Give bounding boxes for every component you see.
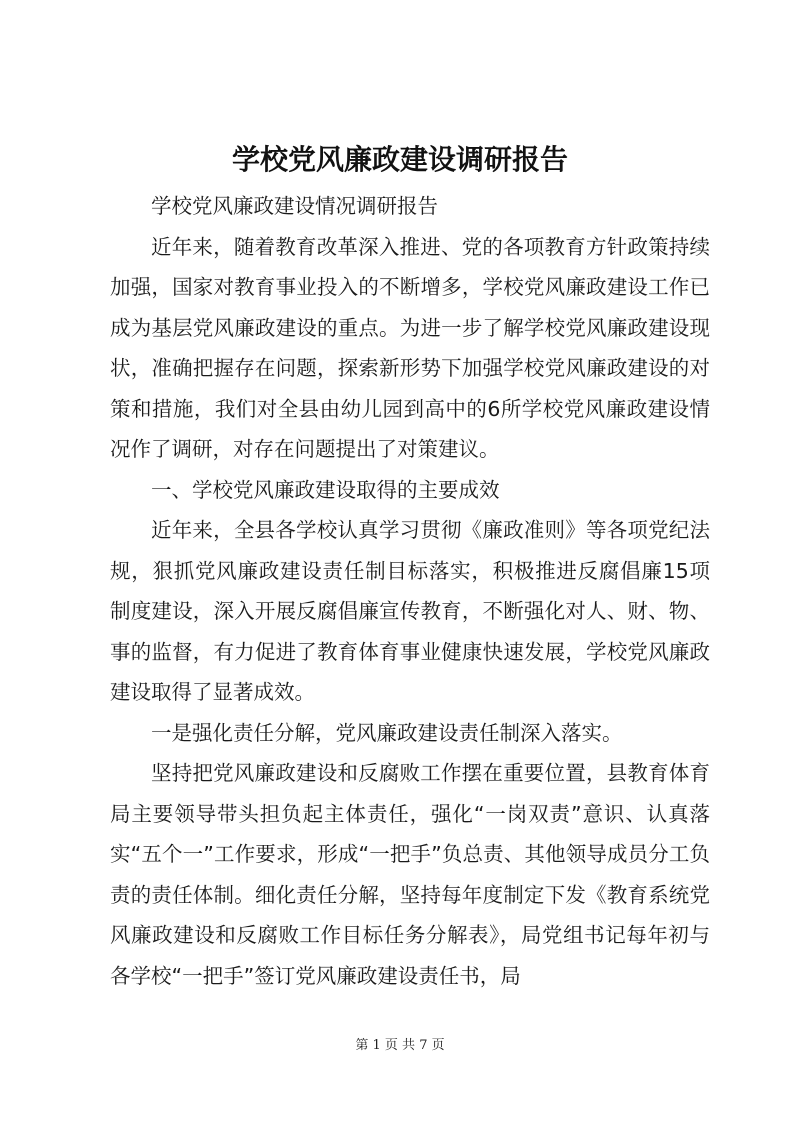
section-heading-1: 一、学校党风廉政建设取得的主要成效 xyxy=(151,477,500,502)
paragraph-responsibility: 坚持把党风廉政建设和反腐败工作摆在重要位置，县教育体育局主要领导带头担负起主体责任，强化“一岗双责”意识、认真落实“五个一”工作要求，形成“一把手”负总责、其他领导成员分工负责的责任体制。细化责任分解，坚持每年度制定下发《教育系统党风廉政建设和反腐败工作目标任务分解表》，局党组书记每年初与各学校“一把手”签订党风廉政建设责任书，局 xyxy=(110,761,710,988)
paragraph-point-1: 一是强化责任分解，党风廉政建设责任制深入落实。 xyxy=(151,720,623,745)
paragraph-achievements: 近年来，全县各学校认真学习贯彻《廉政准则》等各项党纪法规，狠抓党风廉政建设责任制目标落实，积极推进反腐倡廉15项制度建设，深入开展反腐倡廉宣传教育，不断强化对人、财、物、事的监督，有力促进了教育体育事业健康快速发展，学校党风廉政建设取得了显著成效。 xyxy=(110,518,710,704)
page-footer: 第 1 页 共 7 页 xyxy=(355,1038,445,1053)
document-body xyxy=(110,186,710,996)
document-title: 学校党风廉政建设调研报告 xyxy=(231,143,568,176)
paragraph-subtitle: 学校党风廉政建设情况调研报告 xyxy=(151,194,438,218)
paragraph-intro: 近年来，随着教育改革深入推进、党的各项教育方针政策持续加强，国家对教育事业投入的不断增多，学校党风廉政建设工作已成为基层党风廉政建设的重点。为进一步了解学校党风廉政建设现状，准确把握存在问题，探索新形势下加强学校党风廉政建设的对策和措施，我们对全县由幼儿园到高中的6所学校党风廉政建设情况作了调研，对存在问题提出了对策建议。 xyxy=(110,234,710,461)
